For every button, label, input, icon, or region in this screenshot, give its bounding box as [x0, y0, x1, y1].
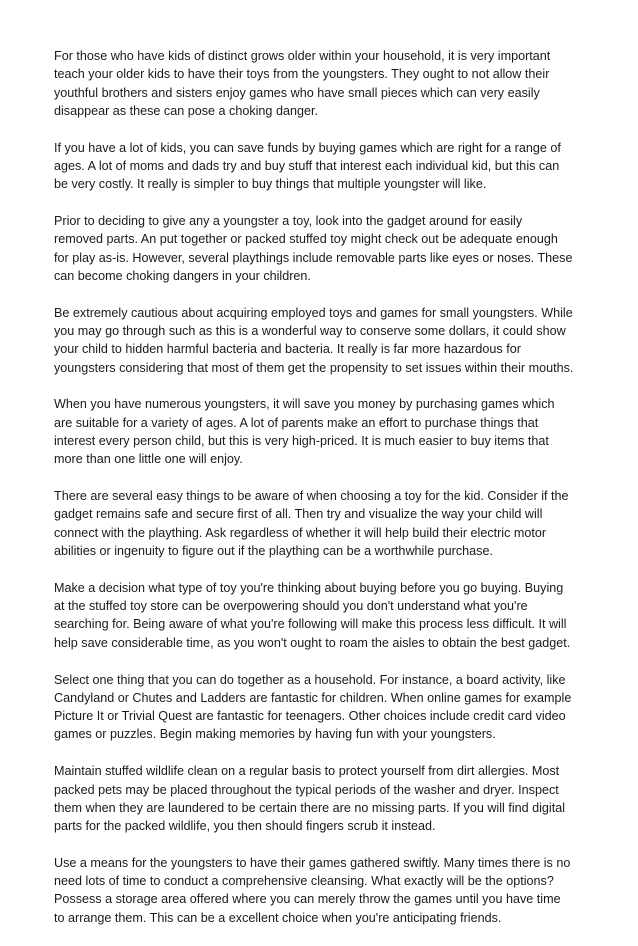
paragraph-10: Use a means for the youngsters to have their games gathered swiftly. Many times there is no need lots of time to conduct a comprehensive cleansing. What exactly will be the options? Possess a storage area offered where you can merely throw the games until you have time to arrange them. This can be a excellent choice when you're anticipating friends. — [54, 855, 571, 925]
paragraph-7: Make a decision what type of toy you're thinking about buying before you go buying. Buying at the stuffed toy store can be overpowering should you don't understand what you're searching for. Being aware of what you're following will make this process less difficult. It will help save considerable time, as you won't ought to roam the aisles to obtain the best gadget. — [54, 580, 571, 650]
paragraph-9: Maintain stuffed wildlife clean on a regular basis to protect yourself from dirt allergies. Most packed pets may be placed throughout the typical periods of the washer and dryer. Inspect them when they are laundered to be certain there are no missing parts. If you will find digital parts for the packed wildlife, you then should fingers scrub it instead. — [54, 764, 566, 834]
paragraph-6: There are several easy things to be aware of when choosing a toy for the kid. Consider if the gadget remains safe and secure first of all. Then try and visualize the way your child will connect with the plaything. Ask regardless of whether it will help build their electric motor abilities or ingenuity to figure out if the plaything can be a worthwhile purchase. — [54, 489, 569, 559]
paragraph-2: If you have a lot of kids, you can save funds by buying games which are right for a range of ages. A lot of moms and dads try and buy stuff that interest each individual kid, but this can be very costly. It really is simpler to buy things that multiple youngster will like. — [54, 140, 561, 192]
paragraph-1: For those who have kids of distinct grows older within your household, it is very important teach your older kids to have their toys from the youngsters. They ought to not allow their youthful brothers and sisters enjoy games who have small pieces which can very easily disappear as these can pose a choking danger. — [54, 49, 551, 118]
document-page — [54, 47, 594, 946]
paragraph-4: Be extremely cautious about acquiring employed toys and games for small youngsters. While you may go through such as this is a wonderful way to conserve some dollars, it could show your child to hidden harmful bacteria and bacteria. It really is far more hazardous for youngsters considering that most of them get the propensity to set issues within their mouths. — [54, 305, 574, 375]
paragraph-5: When you have numerous youngsters, it will save you money by purchasing games which are suitable for a variety of ages. A lot of parents make an effort to purchase things that interest every person child, but this is very high-priced. It is much easier to buy items that more than one little one will enjoy. — [54, 397, 555, 467]
paragraph-3: Prior to deciding to give any a youngster a toy, look into the gadget around for easily removed parts. An put together or packed stuffed toy might check out be adequate enough for play as-is. However, several playthings include removable parts like eyes or noses. These can become choking dangers in your children. — [54, 214, 573, 283]
paragraph-8: Select one thing that you can do together as a household. For instance, a board activity, like Candyland or Chutes and Ladders are fantastic for children. When online games for example Picture It or Trivial Quest are fantastic for teenagers. Other choices include credit card video games or puzzles. Begin making memories by having fun with your youngsters. — [54, 672, 572, 742]
